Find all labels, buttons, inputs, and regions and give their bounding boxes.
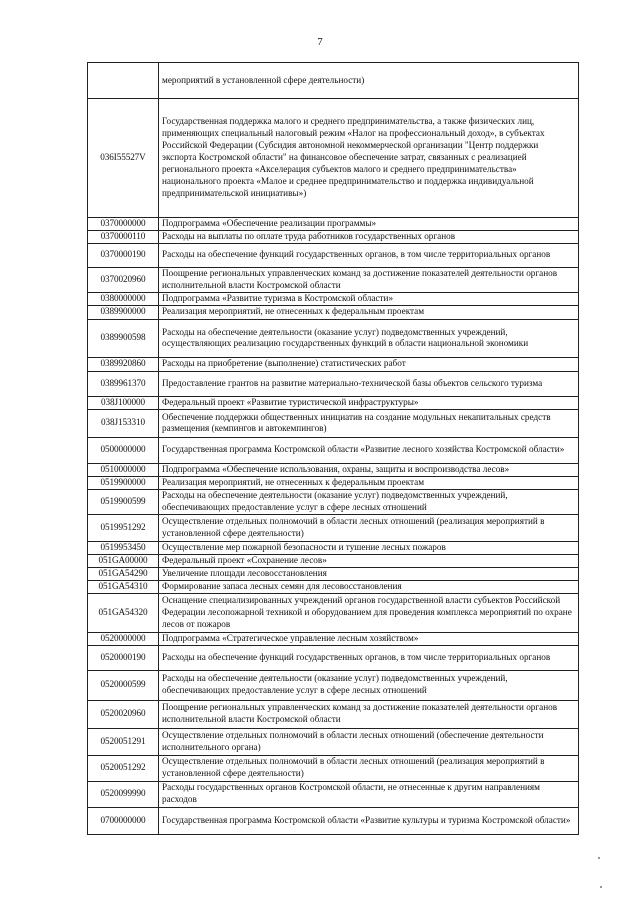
scan-dot — [600, 886, 602, 888]
code-cell: 0520000000 — [88, 632, 159, 645]
code-cell: 0510000000 — [88, 463, 159, 476]
table-row — [88, 728, 579, 755]
table-row — [88, 319, 579, 357]
code-cell: 0519900599 — [88, 489, 159, 514]
name-cell: Расходы на выплаты по оплате труда работников государственных органов — [159, 230, 579, 243]
name-cell: Расходы на обеспечение функций государственных органов, в том числе территориальных органов — [159, 645, 579, 670]
table-row — [88, 632, 579, 645]
table-row — [88, 476, 579, 489]
name-cell: Расходы на обеспечение деятельности (оказание услуг) подведомственных учреждений, осуществляющих реализацию государственных функций в области национальной экономики — [159, 319, 579, 357]
table-row — [88, 489, 579, 514]
name-cell: Государственная программа Костромской области «Развитие лесного хозяйства Костромской области» — [159, 437, 579, 463]
name-cell: Государственная поддержка малого и среднего предпринимательства, а также физических лиц, применяющих специальный налоговый режим «Налог на профессиональный доход», в субъектах Российской Федерации (Субсидия автономной некоммерческой организации "Центр поддержки экспорта Костромской области" на финансовое обеспечение затрат, связанных с реализацией регионального проекта «Акселерация субъектов малого и среднего предпринимательства» национального проекта «Малое и среднее предпринимательство и поддержка индивидуальной предпринимательской инициативы») — [159, 99, 579, 218]
scan-dot — [598, 857, 600, 859]
name-cell: Расходы на приобретение (выполнение) статистических работ — [159, 357, 579, 371]
name-cell: Расходы на обеспечение деятельности (оказание услуг) подведомственных учреждений, обеспечивающих предоставление услуг в сфере лесных отношений — [159, 670, 579, 700]
table-row — [88, 63, 579, 99]
table-row — [88, 437, 579, 463]
table-row — [88, 645, 579, 670]
code-cell: 0519951292 — [88, 514, 159, 541]
code-cell: 0389900598 — [88, 319, 159, 357]
code-cell: 038J100000 — [88, 396, 159, 409]
name-cell: Реализация мероприятий, не отнесенных к федеральным проектам — [159, 476, 579, 489]
table-row — [88, 357, 579, 371]
code-cell — [88, 63, 159, 99]
table-row — [88, 541, 579, 554]
name-cell: Подпрограмма «Обеспечение использования, охраны, защиты и воспроизводства лесов» — [159, 463, 579, 476]
code-cell: 0370000190 — [88, 243, 159, 267]
code-cell: 051GA00000 — [88, 554, 159, 567]
code-cell: 051GA54310 — [88, 580, 159, 593]
name-cell: Осуществление мер пожарной безопасности и тушение лесных пожаров — [159, 541, 579, 554]
budget-classification-table — [87, 62, 579, 835]
name-cell: Осуществление отдельных полномочий в области лесных отношений (реализация мероприятий в установленной сфере деятельности) — [159, 755, 579, 781]
table-body — [88, 63, 579, 835]
code-cell: 036I55527V — [88, 99, 159, 218]
name-cell: Осуществление отдельных полномочий в области лесных отношений (обеспечение деятельности исполнительного органа) — [159, 728, 579, 755]
table-row — [88, 99, 579, 218]
table-row — [88, 567, 579, 580]
name-cell: Федеральный проект «Сохранение лесов» — [159, 554, 579, 567]
table-row — [88, 371, 579, 396]
table-row — [88, 700, 579, 728]
name-cell: Государственная программа Костромской области «Развитие культуры и туризма Костромской области» — [159, 807, 579, 834]
name-cell: Увеличение площади лесовосстановления — [159, 567, 579, 580]
code-cell: 0389900000 — [88, 305, 159, 319]
code-cell: 0520000190 — [88, 645, 159, 670]
code-cell: 0520099990 — [88, 781, 159, 807]
table-row — [88, 593, 579, 632]
name-cell: Поощрение региональных управленческих команд за достижение показателей деятельности органов исполнительной власти Костромской области — [159, 267, 579, 292]
code-cell: 0520051291 — [88, 728, 159, 755]
name-cell: Федеральный проект «Развитие туристической инфраструктуры» — [159, 396, 579, 409]
table-row — [88, 218, 579, 231]
table-row — [88, 243, 579, 267]
table-row — [88, 409, 579, 437]
table-row — [88, 755, 579, 781]
code-cell: 0389920860 — [88, 357, 159, 371]
code-cell: 051GA54320 — [88, 593, 159, 632]
name-cell: Расходы на обеспечение деятельности (оказание услуг) подведомственных учреждений, обеспечивающих предоставление услуг в сфере лесных отношений — [159, 489, 579, 514]
page-number: 7 — [317, 36, 323, 48]
name-cell: Формирование запаса лесных семян для лесовосстановления — [159, 580, 579, 593]
table-row — [88, 580, 579, 593]
code-cell: 0389961370 — [88, 371, 159, 396]
name-cell: Подпрограмма «Стратегическое управление лесным хозяйством» — [159, 632, 579, 645]
code-cell: 038J153310 — [88, 409, 159, 437]
table-row — [88, 781, 579, 807]
code-cell: 0370000000 — [88, 218, 159, 231]
code-cell: 0520051292 — [88, 755, 159, 781]
code-cell: 0700000000 — [88, 807, 159, 834]
name-cell: мероприятий в установленной сфере деятельности) — [159, 63, 579, 99]
table-row — [88, 670, 579, 700]
name-cell: Подпрограмма «Развитие туризма в Костромской области» — [159, 292, 579, 305]
name-cell: Расходы на обеспечение функций государственных органов, в том числе территориальных органов — [159, 243, 579, 267]
table-row — [88, 305, 579, 319]
code-cell: 0519953450 — [88, 541, 159, 554]
table-row — [88, 514, 579, 541]
name-cell: Подпрограмма «Обеспечение реализации программы» — [159, 218, 579, 231]
table-row — [88, 396, 579, 409]
code-cell: 0520000599 — [88, 670, 159, 700]
name-cell: Реализация мероприятий, не отнесенных к федеральным проектам — [159, 305, 579, 319]
code-cell: 0370020960 — [88, 267, 159, 292]
table-row — [88, 463, 579, 476]
table-row — [88, 292, 579, 305]
code-cell: 0500000000 — [88, 437, 159, 463]
code-cell: 0520020960 — [88, 700, 159, 728]
code-cell: 051GA54290 — [88, 567, 159, 580]
code-cell: 0519900000 — [88, 476, 159, 489]
name-cell: Обеспечение поддержки общественных инициатив на создание модульных некапитальных средств размещения (кемпингов и автокемпингов) — [159, 409, 579, 437]
code-cell: 0370000110 — [88, 230, 159, 243]
table-row — [88, 807, 579, 834]
name-cell: Расходы государственных органов Костромской области, не отнесенные к другим направлениям расходов — [159, 781, 579, 807]
code-cell: 0380000000 — [88, 292, 159, 305]
name-cell: Осуществление отдельных полномочий в области лесных отношений (реализация мероприятий в установленной сфере деятельности) — [159, 514, 579, 541]
table-row — [88, 554, 579, 567]
name-cell: Оснащение специализированных учреждений органов государственной власти субъектов Российской Федерации лесопожарной техникой и оборудованием для проведения комплекса мероприятий по охране лесов от пожаров — [159, 593, 579, 632]
table-row — [88, 230, 579, 243]
name-cell: Поощрение региональных управленческих команд за достижение показателей деятельности органов исполнительной власти Костромской области — [159, 700, 579, 728]
name-cell: Предоставление грантов на развитие материально-технической базы объектов сельского туризма — [159, 371, 579, 396]
table-row — [88, 267, 579, 292]
